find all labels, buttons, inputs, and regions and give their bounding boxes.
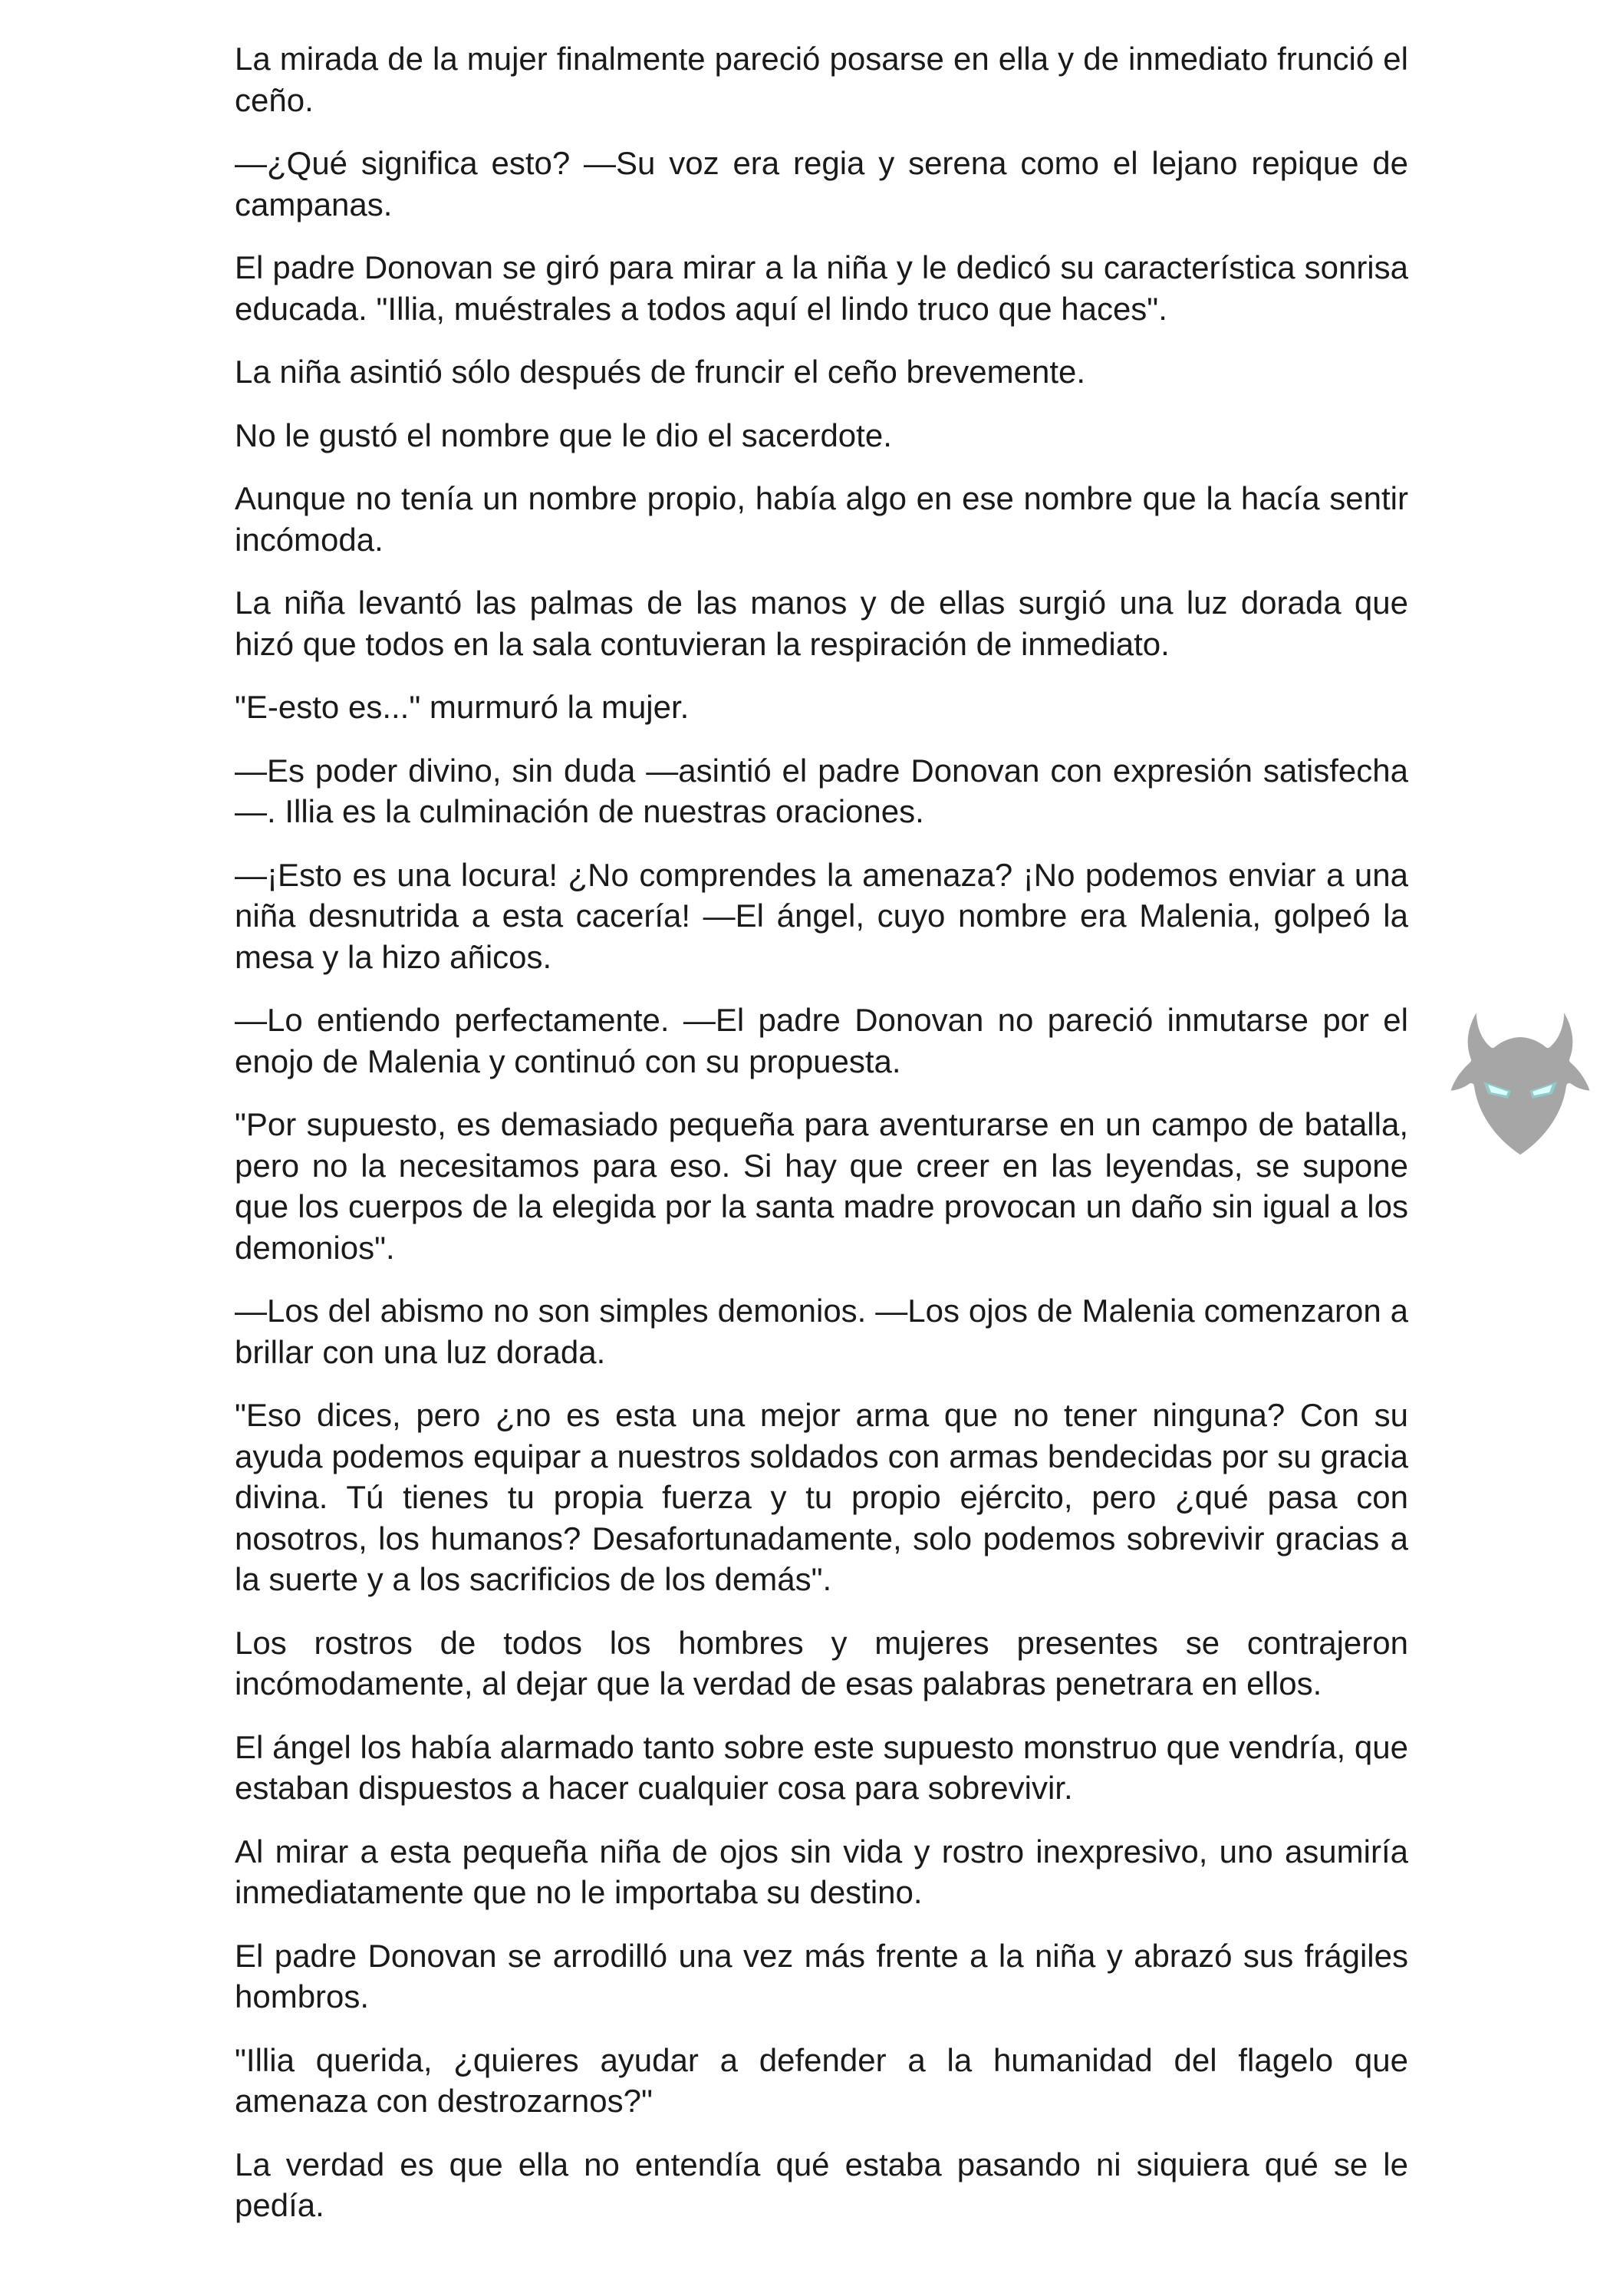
paragraph: Aunque no tenía un nombre propio, había algo en ese nombre que la hacía sentir incómoda. xyxy=(235,480,1408,558)
paragraph: Al mirar a esta pequeña niña de ojos sin vida y rostro inexpresivo, uno asumiría inmediatamente que no le importaba su destino. xyxy=(235,1833,1408,1910)
paragraph: —Los del abismo no son simples demonios. —Los ojos de Malenia comenzaron a brillar con una luz dorada. xyxy=(235,1293,1408,1370)
paragraph: Los rostros de todos los hombres y mujeres presentes se contrajeron incómodamente, al dejar que la verdad de esas palabras penetrara en ellos. xyxy=(235,1624,1408,1701)
paragraph: La niña levantó las palmas de las manos y de ellas surgió una luz dorada que hizó que todos en la sala contuvieran la respiración de inmediato. xyxy=(235,585,1408,662)
paragraph: El ángel los había alarmado tanto sobre este supuesto monstruo que vendría, que estaban dispuestos a hacer cualquier cosa para sobrevivir. xyxy=(235,1728,1408,1806)
paragraph: No le gustó el nombre que le dio el sacerdote. xyxy=(235,417,892,453)
paragraph: La mirada de la mujer finalmente pareció posarse en ella y de inmediato frunció el ceño. xyxy=(235,41,1408,118)
paragraph: "Por supuesto, es demasiado pequeña para aventurarse en un campo de batalla, pero no la necesitamos para eso. Si hay que creer en las leyendas, se supone que los cuerpos de la elegida por la santa madre provocan un daño sin igual a los demonios". xyxy=(235,1106,1408,1266)
body-text xyxy=(235,38,1408,2248)
demon-head-shape xyxy=(1447,1002,1594,1158)
paragraph: "Eso dices, pero ¿no es esta una mejor arma que no tener ninguna? Con su ayuda podemos equipar a nuestros soldados con armas bendecidas por su gracia divina. Tú tienes tu propia fuerza y tu propio ejército, pero ¿qué pasa con nosotros, los humanos? Desafortunadamente, solo podemos sobrevivir gracias a la suerte y a los sacrificios de los demás". xyxy=(235,1397,1408,1597)
paragraph: La niña asintió sólo después de fruncir el ceño brevemente. xyxy=(235,354,1086,390)
paragraph: —Lo entiendo perfectamente. —El padre Donovan no pareció inmutarse por el enojo de Malenia y continuó con su propuesta. xyxy=(235,1002,1408,1079)
paragraph: "E-esto es..." murmuró la mujer. xyxy=(235,689,690,725)
paragraph: El padre Donovan se giró para mirar a la niña y le dedicó su característica sonrisa educada. "Illia, muéstrales a todos aquí el lindo truco que haces". xyxy=(235,249,1408,327)
paragraph: "Illia querida, ¿quieres ayudar a defender a la humanidad del flagelo que amenaza con destrozarnos?" xyxy=(235,2041,1408,2119)
horned-demon-head-icon xyxy=(1444,996,1597,1166)
paragraph: —¿Qué significa esto? —Su voz era regia y serena como el lejano repique de campanas. xyxy=(235,145,1408,222)
paragraph: —Es poder divino, sin duda —asintió el padre Donovan con expresión satisfecha—. Illia es la culminación de nuestras oraciones. xyxy=(235,752,1408,829)
paragraph: La verdad es que ella no entendía qué estaba pasando ni siquiera qué se le pedía. xyxy=(235,2146,1408,2223)
paragraph: El padre Donovan se arrodilló una vez más frente a la niña y abrazó sus frágiles hombros. xyxy=(235,1937,1408,2014)
paragraph: —¡Esto es una locura! ¿No comprendes la amenaza? ¡No podemos enviar a una niña desnutrida a esta cacería! —El ángel, cuyo nombre era Malenia, golpeó la mesa y la hizo añicos. xyxy=(235,856,1408,975)
